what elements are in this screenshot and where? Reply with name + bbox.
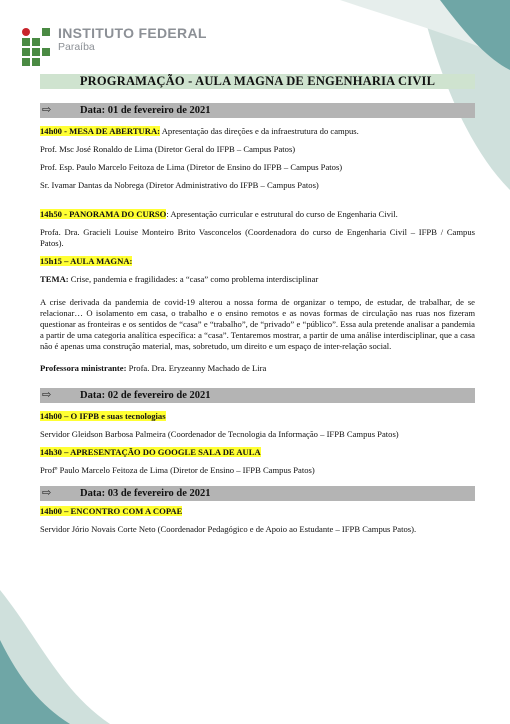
participant: Servidor Jório Novais Corte Neto (Coordenador Pedagógico e de Apoio ao Estudante – IFPB Campus Patos). [40,524,417,534]
day2-date-bar [40,388,475,403]
participant: Prof. Msc José Ronaldo de Lima (Diretor Geral do IFPB – Campus Patos) [40,144,296,154]
page-title: PROGRAMAÇÃO - AULA MAGNA DE ENGENHARIA CIVIL [40,74,475,89]
lecture-speaker [40,363,475,374]
participant: Profa. Dra. Gracieli Louise Monteiro Brito Vasconcelos (Coordenadora do curso de Engenharia Civil – IFPB / Campus Patos). [40,227,475,248]
session-time: 15h15 – AULA MAGNA: [40,256,133,266]
day1-session3-heading [40,256,475,267]
day1-date-bar [40,103,475,118]
session-time: 14h50 - PANORAMA DO CURSO [40,209,167,219]
day3-date: Data: 03 de fevereiro de 2021 [80,488,211,499]
arrow-right-icon: ⇨ [42,104,52,116]
day2-session1-heading [40,411,475,422]
arrow-right-icon: ⇨ [42,487,52,499]
document-body [40,74,475,542]
session-description: Apresentação das direções e da infraestrutura do campus. [160,126,359,136]
session-time: 14h00 - MESA DE ABERTURA: [40,126,161,136]
session-time: 14h00 – ENCONTRO COM A COPAE [40,506,183,516]
day1-session2-heading [40,209,475,220]
speaker-label: Professora ministrante: [40,363,127,373]
participant: Sr. Ivamar Dantas da Nobrega (Diretor Administrativo do IFPB – Campus Patos) [40,180,319,190]
session-description: : Apresentação curricular e estrutural do curso de Engenharia Civil. [166,209,398,219]
day2-date: Data: 02 de fevereiro de 2021 [80,390,211,401]
day3-session1-heading [40,506,475,517]
day2-session2-heading [40,447,475,458]
session-time: 14h30 – APRESENTAÇÃO DO GOOGLE SALA DE AULA [40,447,261,457]
speaker-name: Profa. Dra. Eryzeanny Machado de Lira [126,363,267,373]
institution-subtitle: Paraíba [58,41,95,53]
lecture-abstract: A crise derivada da pandemia de covid-19 alterou a nossa forma de organizar o tempo, de estudar, de trabalhar, de se relacionar… O isolamento em casa, o trabalho e o ensino remotos e as novas formas de circulação nas ruas nos fizeram questionar as fronteiras e os sentidos de “casa” e “trabalho”, de “privado” e “público”. Essa aula pretende analisar a pandemia a partir de uma categoria analítica específica: a “casa”. Tentaremos mostrar, a partir de uma análise interdisciplinar, que a casa não é apenas uma construção material, mas, sobretudo, um direito e um espaço de inter-relação social. [40,297,475,351]
day3-date-bar [40,486,475,501]
participant: Profº Paulo Marcelo Feitoza de Lima (Diretor de Ensino – IFPB Campus Patos) [40,465,315,475]
participant: Prof. Esp. Paulo Marcelo Feitoza de Lima (Diretor de Ensino do IFPB – Campus Patos) [40,162,343,172]
day1-date: Data: 01 de fevereiro de 2021 [80,105,211,116]
theme-label: TEMA: [40,274,69,284]
institution-header [22,26,207,66]
lecture-theme [40,274,475,285]
ifpb-logo-icon [22,28,50,66]
session-time: 14h00 – O IFPB e suas tecnologias [40,411,166,421]
day1-session1-heading [40,126,475,137]
arrow-right-icon: ⇨ [42,389,52,401]
institution-name: INSTITUTO FEDERAL [58,25,207,41]
theme-text: Crise, pandemia e fragilidades: a “casa” como problema interdisciplinar [68,274,319,284]
participant: Servidor Gleidson Barbosa Palmeira (Coordenador de Tecnologia da Informação – IFPB Campus Patos) [40,429,399,439]
